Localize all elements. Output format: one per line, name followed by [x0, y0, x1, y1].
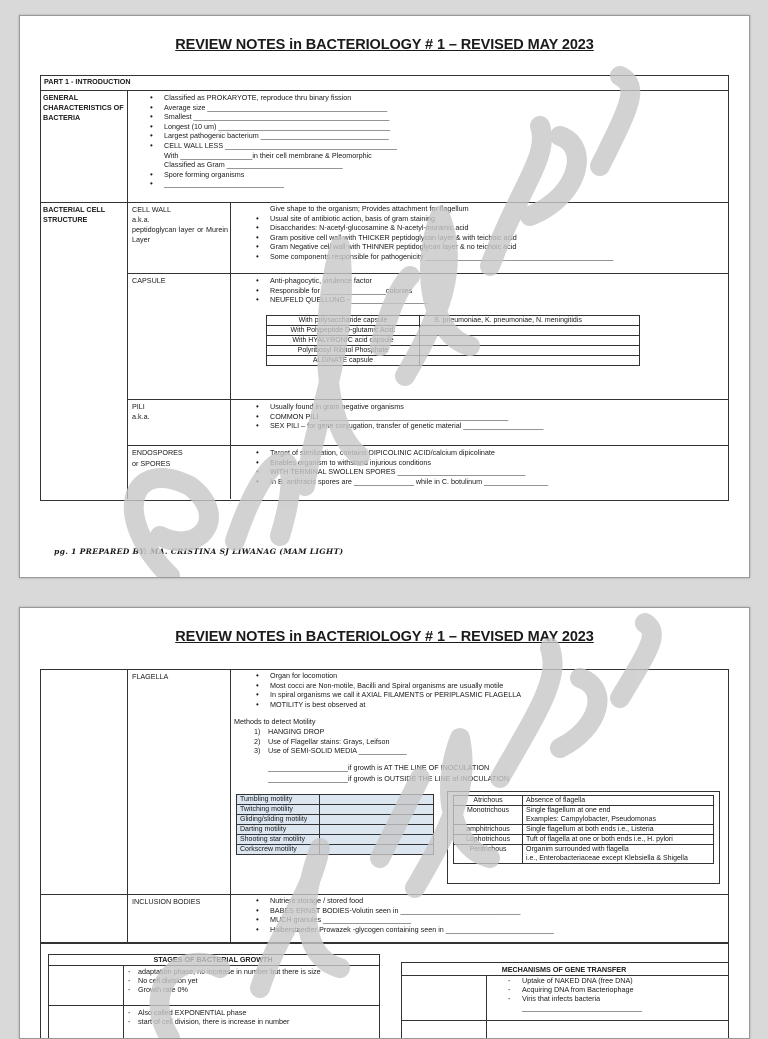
flagella-item: • MOTILITY is best observed at — [270, 700, 521, 710]
table-row — [237, 815, 434, 825]
pili-list — [254, 402, 543, 431]
gene-transfer-title: MECHANISMS OF GENE TRANSFER — [501, 965, 627, 974]
capsule-table — [266, 315, 640, 366]
table-row — [267, 356, 640, 366]
flagella-item: • In spiral organisms we call it AXIAL FILAMENTS or PERIPLASMIC FLAGELLA — [270, 690, 521, 700]
endospore-item: • Target of sterilization, contains DIPICOLINIC ACID/calcium dipicolinate — [270, 448, 548, 458]
gene-transfer-list: - Uptake of NAKED DNA (free DNA) - Acquiring DNA from Bacteriophage - Viris that infects bacteria ______________________________ — [508, 976, 642, 1012]
general-item: • Classified as PROKARYOTE, reproduce thru binary fission — [164, 93, 397, 103]
endospores-list — [254, 448, 548, 486]
capsule-example — [420, 336, 640, 346]
capsule-type: Polyribosyl Ribitol Phosphate — [267, 346, 420, 356]
capsule-item: • NEUFELD QUELLUNG - ___________________ — [270, 295, 427, 305]
endospores-name2: or SPORES — [132, 459, 171, 468]
pili-item: • COMMON PILI _______________________________________________ — [270, 412, 543, 422]
inclusion-item: • Nutrient storage / stored food — [270, 896, 554, 906]
pili-item: • Usually found in gram negative organisms — [270, 402, 543, 412]
capsule-type: With HYALYRONIC acid capsule — [267, 336, 420, 346]
arrangement-name: Monotrichous — [454, 806, 523, 825]
cell-wall-item: • Usual site of antibiotic action, basis of gram staining — [270, 214, 613, 224]
general-item: • Spore forming organisms — [164, 170, 397, 180]
part-header: PART 1 - INTRODUCTION — [44, 77, 131, 86]
endospore-item: • Enables organism to withstand injurious conditions — [270, 458, 548, 468]
cell-wall-aka: a.k.a. — [132, 215, 150, 224]
growth-line-1: ____________________if growth is AT THE LINE OF INOCULATION — [268, 763, 490, 772]
flagella-item: • Organ for locomotion — [270, 671, 521, 681]
pili-name: PILI — [132, 402, 145, 411]
page-footer: pg. 1 PREPARED BY: MA. CRISTINA SJ LIWANAG (MAM LIGHT) — [54, 547, 344, 556]
table-row — [454, 835, 714, 845]
general-list — [148, 93, 397, 189]
growth-text: Growth rate 0% — [138, 985, 188, 994]
table-row — [237, 845, 434, 855]
motility-table — [236, 794, 434, 855]
cell-wall-aka2: peptidoglycan layer or Murein Layer — [132, 225, 228, 244]
capsule-item: • Responsible for ________________colonies — [270, 286, 427, 296]
inclusion-name: INCLUSION BODIES — [132, 897, 201, 906]
method-item: 3) Use of SEMI-SOLID MEDIA ____________ — [254, 746, 407, 756]
method-item: 1) HANGING DROP — [254, 727, 325, 736]
structure-label: BACTERIAL CELL STRUCTURE — [43, 205, 106, 224]
capsule-type: ALGINATE capsule — [267, 356, 420, 366]
table-row — [237, 835, 434, 845]
general-sub: With __________________in their cell membrane & Pleomorphic — [164, 150, 372, 160]
gene-transfer-item: Viris that infects bacteria — [522, 994, 601, 1003]
general-item: • Average size _____________________________________________ — [164, 103, 397, 113]
table-row — [454, 845, 714, 864]
table-row — [237, 805, 434, 815]
methods-list — [234, 727, 407, 756]
gene-transfer-item: Uptake of NAKED DNA (free DNA) — [522, 976, 633, 985]
flagella-name: FLAGELLA — [132, 672, 169, 681]
general-item: • ______________________________ — [164, 179, 397, 189]
page-title: REVIEW NOTES in BACTERIOLOGY # 1 – REVISED MAY 2023 — [175, 37, 594, 53]
growth-text: Also called EXPONENTIAL phase — [138, 1008, 247, 1017]
table-row — [454, 825, 714, 835]
arrangement-name: Atrichous — [454, 796, 523, 806]
arrangement-desc: Single flagellum at one end Examples: Campylobacter, Pseudomonas — [523, 806, 714, 825]
general-label: GENERAL CHARACTERISTICS OF BACTERIA — [43, 93, 124, 122]
cell-wall-name: CELL WALL — [132, 205, 172, 214]
endospores-name: ENDOSPORES — [132, 448, 183, 457]
arrangement-table — [453, 795, 714, 864]
general-sub: Classified as Gram _____________________________ — [164, 160, 343, 170]
flagella-item: • Most cocci are Non-motile, Bacilli and Spiral organisms are usually motile — [270, 681, 521, 691]
growth-text: start of cell division, there is increase in number — [138, 1017, 290, 1026]
inclusion-list — [254, 896, 554, 934]
cell-wall-item: • Some components responsible for pathogenicity _______________________________________________ — [270, 252, 613, 262]
table-row — [237, 825, 434, 835]
motility-type: Gliding/sliding motility — [237, 815, 320, 825]
growth-line-2: ____________________if growth is OUTSIDE THE LINE of INOCULATION — [268, 774, 510, 783]
capsule-example — [420, 326, 640, 336]
growth-row-1: - adaptation phase, no increase in number but there is size - No cell division yet - Growth rate 0% — [128, 967, 368, 994]
table-row — [454, 796, 714, 806]
page-title: REVIEW NOTES in BACTERIOLOGY # 1 – REVISED MAY 2023 — [175, 629, 594, 645]
capsule-example — [420, 356, 640, 366]
growth-text: adaptation phase, no increase in number but there is size — [138, 967, 321, 976]
cell-wall-list — [254, 204, 613, 262]
table-row — [267, 326, 640, 336]
cell-wall-lead: Give shape to the organism; Provides attachment for flagellum — [270, 204, 469, 213]
growth-row-2: - Also called EXPONENTIAL phase - start of cell division, there is increase in number — [128, 1008, 368, 1026]
pili-item: • SEX PILI – for gene conjugation, transfer of genetic material ____________________ — [270, 421, 543, 431]
inclusion-item: • MUCH granules ______________________ — [270, 915, 554, 925]
methods-label: Methods to detect Motility — [234, 717, 316, 726]
motility-type: Tumbling motility — [237, 795, 320, 805]
table-row — [267, 346, 640, 356]
cell-wall-item: • Gram positive cell wall with THICKER peptidoglycan layer & with teichoic acid — [270, 233, 613, 243]
growth-title: STAGES OF BACTERIAL GROWTH — [153, 955, 273, 964]
capsule-type: With Polypeptide D-glutamic Acid: — [267, 326, 420, 336]
arrangement-desc: Organim surrounded with flagella i.e., Enterobacteriaceae except Klebsiella & Shigella — [523, 845, 714, 864]
cell-wall-item: • Disaccharides: N-acetyl-glucosamine & N-acetyl-muramic acid — [270, 223, 613, 233]
motility-type: Twitching motility — [237, 805, 320, 815]
pili-aka: a.k.a. — [132, 412, 150, 421]
endospore-item: • WITH TERMINAL SWOLLEN SPORES ________________________________ — [270, 467, 548, 477]
general-item: • Longest (10 um) ___________________________________________ — [164, 122, 397, 132]
endospore-item: • In B. anthracis spores are _______________ while in C. botulinum ________________ — [270, 477, 548, 487]
growth-text: No cell division yet — [138, 976, 198, 985]
capsule-item: • Anti-phagocytic, virulence factor — [270, 276, 427, 286]
motility-type: Corkscrew motility — [237, 845, 320, 855]
arrangement-name: amphitrichous — [454, 825, 523, 835]
inclusion-item: • Halberstaedter Prowazek -glycogen containing seen in ___________________________ — [270, 925, 554, 935]
gene-transfer-item: Acquiring DNA from Bacteriophage — [522, 985, 634, 994]
table-row — [267, 316, 640, 326]
flagella-list — [254, 671, 521, 709]
table-row — [237, 795, 434, 805]
page-2 — [19, 607, 750, 1039]
arrangement-name: Lophotrichous — [454, 835, 523, 845]
capsule-example: S. pneumoniae, K. pneumoniae, N. meningitidis — [420, 316, 640, 326]
capsule-list — [254, 276, 427, 305]
general-item: • CELL WALL LESS ___________________________________________ — [164, 141, 397, 151]
motility-type: Darting motility — [237, 825, 320, 835]
general-item: • Smallest _________________________________________________ — [164, 112, 397, 122]
arrangement-desc: Tuft of flagella at one or both ends i.e., H. pylori — [523, 835, 714, 845]
capsule-example — [420, 346, 640, 356]
capsule-type: With polysaccharide capsule — [267, 316, 420, 326]
table-row — [454, 806, 714, 825]
motility-type: Shooting star motility — [237, 835, 320, 845]
table-row — [267, 336, 640, 346]
arrangement-name: Peritrichous — [454, 845, 523, 864]
arrangement-desc: Single flagellum at both ends i.e., Listeria — [523, 825, 714, 835]
general-item: • Largest pathogenic bacterium ________________________________ — [164, 131, 397, 141]
cell-wall-item: • Gram Negative cell wall with THINNER peptidoglycan layer & no teichoic acid — [270, 242, 613, 252]
capsule-name: CAPSULE — [132, 276, 166, 285]
arrangement-desc: Absence of flagella — [523, 796, 714, 806]
method-item: 2) Use of Flagellar stains: Grays, Leifson — [254, 736, 390, 746]
inclusion-item: • BABES ERNST BODIES-Volutin seen in ______________________________ — [270, 906, 554, 916]
gene-transfer-item: ______________________________ — [522, 1003, 642, 1012]
page-1 — [19, 15, 750, 578]
